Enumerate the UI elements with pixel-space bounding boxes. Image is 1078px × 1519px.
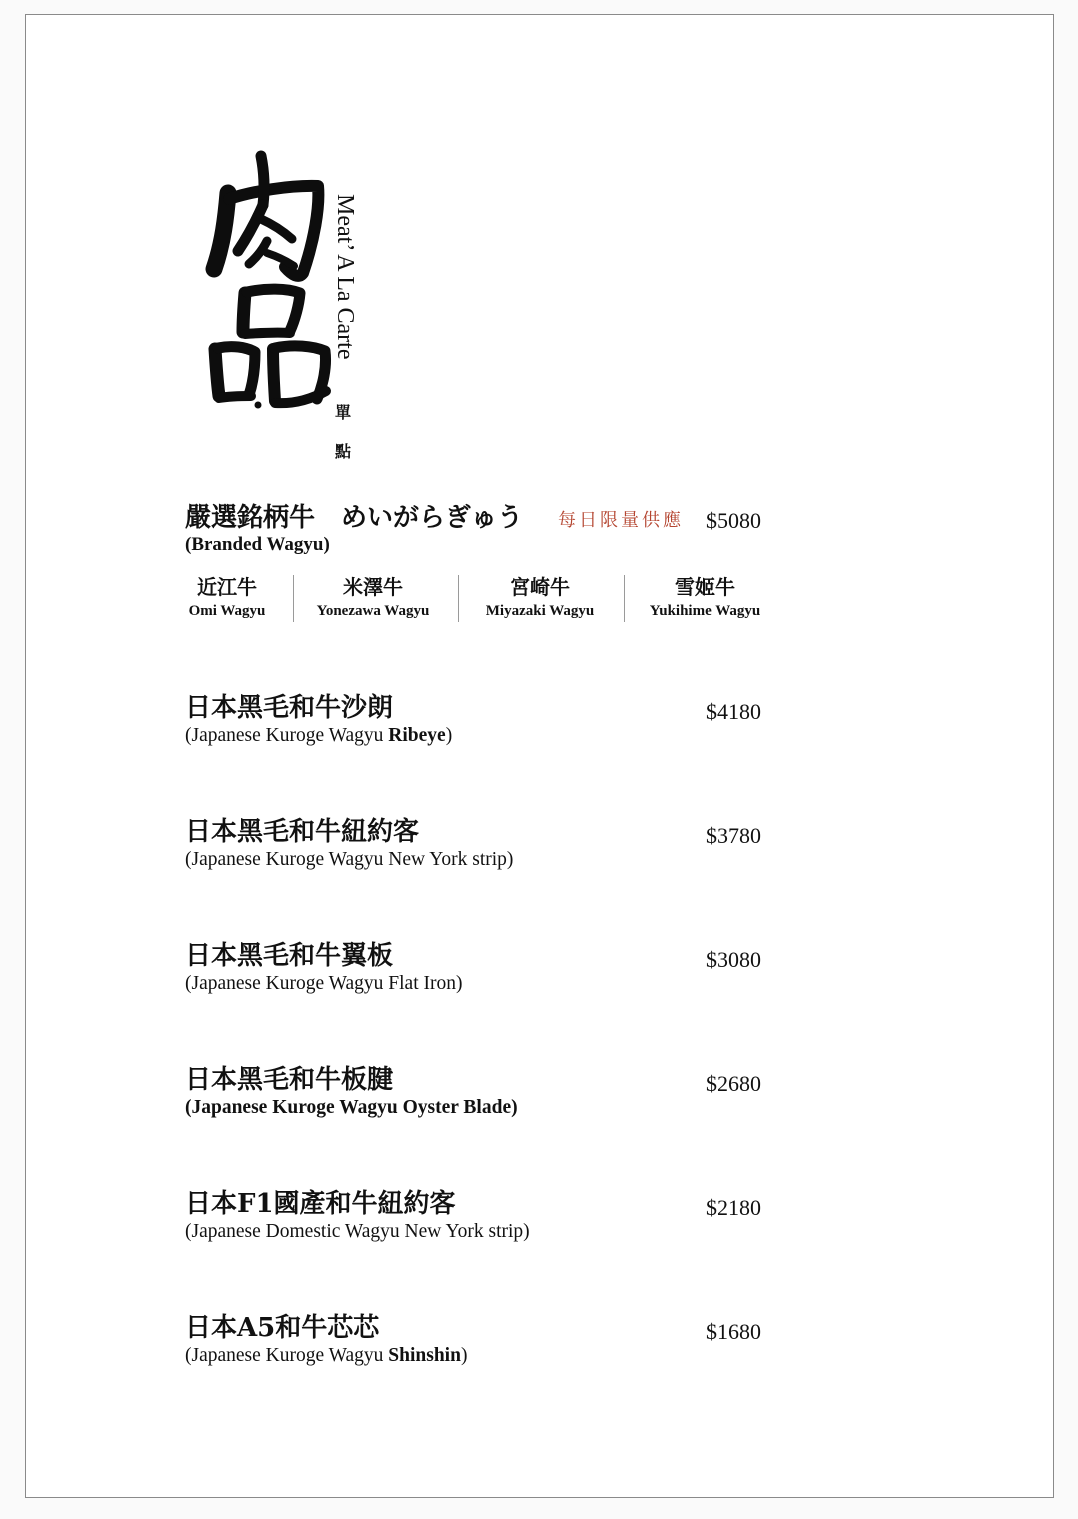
wagyu-brand-yonezawa bbox=[293, 577, 453, 619]
description-close: ) bbox=[445, 725, 453, 746]
featured-item-subtitle: (Branded Wagyu) bbox=[185, 534, 330, 555]
menu-item-name: 日本黑毛和牛紐約客 bbox=[185, 817, 420, 847]
description-text: (Japanese Kuroge Wagyu bbox=[185, 1345, 389, 1366]
daily-limited-note: 每日限量供應 bbox=[558, 510, 684, 531]
description-bold-text: (Japanese Kuroge Wagyu Oyster Blade) bbox=[185, 1097, 518, 1118]
menu-item bbox=[185, 1315, 775, 1375]
brush-stroke bbox=[245, 333, 290, 334]
menu-item-name: 日本F1國產和牛紐約客 bbox=[185, 1189, 456, 1219]
menu-item-description bbox=[185, 1346, 467, 1366]
description-text: (Japanese Kuroge Wagyu bbox=[185, 725, 389, 746]
brand-english-name: Omi Wagyu bbox=[188, 603, 266, 619]
featured-item-title: 嚴選銘柄牛 めいがらぎゅう bbox=[185, 503, 524, 533]
menu-item-price: $1680 bbox=[706, 1319, 761, 1344]
brush-stroke bbox=[261, 156, 264, 205]
featured-item-price: $5080 bbox=[706, 508, 761, 533]
brush-stroke bbox=[238, 205, 263, 251]
section-label-char: 單 bbox=[335, 403, 352, 422]
brush-stroke bbox=[219, 396, 251, 398]
menu-item-description bbox=[185, 974, 463, 994]
wagyu-brand-miyazaki bbox=[460, 577, 620, 619]
menu-page-frame bbox=[25, 14, 1054, 1498]
menu-item-price: $2180 bbox=[706, 1195, 761, 1220]
brand-name: 近江牛 bbox=[197, 575, 257, 599]
logo-calligraphy bbox=[195, 145, 345, 420]
menu-item-price: $3080 bbox=[706, 947, 761, 972]
brush-stroke bbox=[215, 349, 219, 396]
menu-item-name: 日本黑毛和牛沙朗 bbox=[185, 693, 394, 723]
brand-english-name: Yukihime Wagyu bbox=[649, 603, 761, 619]
menu-item-description bbox=[185, 850, 513, 870]
brush-stroke bbox=[243, 293, 245, 332]
menu-item bbox=[185, 695, 775, 755]
brand-english-name: Miyazaki Wagyu bbox=[485, 603, 595, 619]
logo-glyph-rou bbox=[214, 156, 318, 276]
brush-stroke bbox=[261, 219, 292, 239]
menu-item bbox=[185, 819, 775, 879]
description-text: (Japanese Kuroge Wagyu New York strip) bbox=[185, 849, 514, 870]
brush-stroke bbox=[273, 349, 275, 401]
menu-section-title: Meat’ A La Carte bbox=[332, 194, 358, 360]
menu-item-name: 日本黑毛和牛翼板 bbox=[185, 941, 394, 971]
menu-item bbox=[185, 1067, 775, 1127]
wagyu-brand-yukihime bbox=[625, 577, 785, 619]
menu-item bbox=[185, 1191, 775, 1251]
menu-item-name: 日本黑毛和牛板腱 bbox=[185, 1065, 394, 1095]
menu-item bbox=[185, 943, 775, 1003]
menu-item-price: $2680 bbox=[706, 1071, 761, 1096]
brush-stroke bbox=[214, 193, 228, 269]
column-divider bbox=[458, 575, 459, 622]
section-label-char: 點 bbox=[335, 442, 352, 461]
menu-item-name: 日本A5和牛芯芯 bbox=[185, 1313, 380, 1343]
wagyu-brand-omi bbox=[147, 577, 307, 619]
brush-stroke bbox=[247, 289, 300, 331]
description-text: (Japanese Kuroge Wagyu Flat Iron) bbox=[185, 973, 463, 994]
menu-item-price: $3780 bbox=[706, 823, 761, 848]
brand-english-name: Yonezawa Wagyu bbox=[316, 603, 430, 619]
brand-name: 宮崎牛 bbox=[510, 575, 570, 599]
menu-item-price: $4180 bbox=[706, 699, 761, 724]
description-close: ) bbox=[460, 1345, 468, 1366]
menu-item-description bbox=[185, 1098, 518, 1118]
menu-item-description bbox=[185, 1222, 530, 1242]
brush-dot bbox=[255, 402, 262, 409]
menu-item-description bbox=[185, 726, 452, 746]
brand-name: 米澤牛 bbox=[343, 575, 403, 599]
brand-name: 雪姬牛 bbox=[675, 575, 735, 599]
description-text: (Japanese Domestic Wagyu New York strip) bbox=[185, 1221, 530, 1242]
description-bold-text: Shinshin bbox=[388, 1345, 461, 1366]
logo-glyph-pin bbox=[215, 289, 326, 408]
description-bold-text: Ribeye bbox=[388, 725, 446, 746]
